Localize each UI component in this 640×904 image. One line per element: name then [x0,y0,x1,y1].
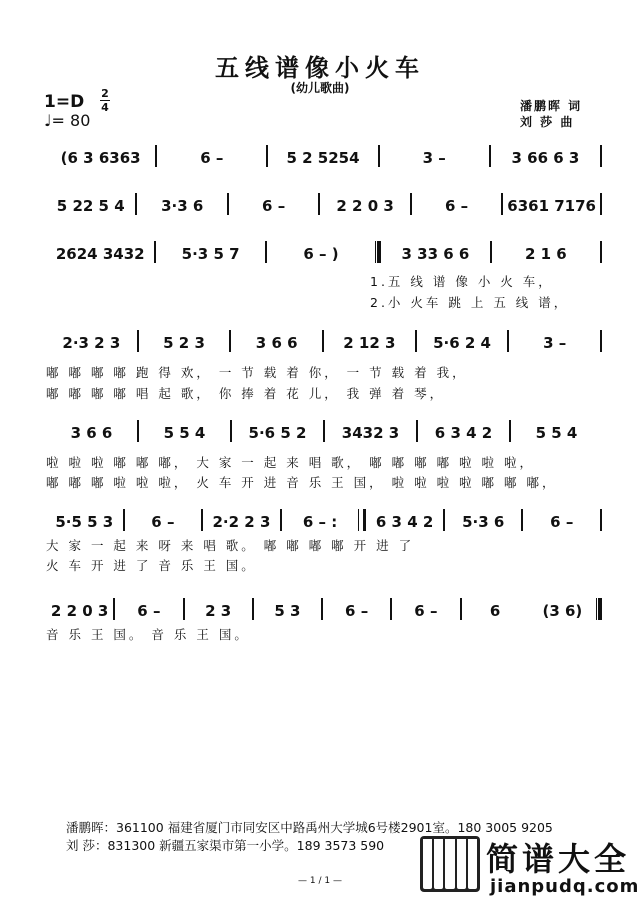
score-line-6 [46,509,602,531]
measure: 5·3 6 [462,513,505,531]
measure: 5 22 5 4 [56,197,125,215]
barline [600,145,602,167]
measure: 3 – [543,334,567,352]
watermark-name: 简谱大全 [486,840,631,878]
score-line-4 [46,330,602,352]
measure: 3 66 6 3 [511,149,580,167]
measure: 2·2 2 3 [212,513,271,531]
composer-credit: 刘 莎 曲 [520,115,575,129]
score-line-2 [46,193,602,215]
repeat-barline [358,509,366,531]
barline [600,509,602,531]
measure: 6 – ) [303,245,339,263]
measure: 3432 3 [341,424,400,442]
measure: 6 – [151,513,175,531]
measure: 2 12 3 [343,334,396,352]
piano-icon [420,836,480,892]
measure: 6 – [444,197,469,215]
lyric-line: 啦 啦 啦 嘟 嘟 嘟， 大 家 一 起 来 唱 歌， 嘟 嘟 嘟 嘟 啦 啦 啦， [46,455,535,470]
time-bottom: 4 [101,101,109,114]
measure: 5 3 [274,602,301,620]
measure: 6 – [550,513,574,531]
measure: 5·5 5 3 [55,513,114,531]
measure: 3 6 6 [70,424,113,442]
measure: 2·3 2 3 [62,334,121,352]
measure: 6 – : [302,513,338,531]
measure: 5·6 5 2 [248,424,307,442]
score-line-3 [46,241,602,263]
measure: 5·3 5 7 [181,245,240,263]
score-line-1 [46,145,602,167]
measure: 6361 7176 [507,197,596,215]
lyric-line: 嘟 嘟 嘟 嘟 唱 起 歌， 你 捧 着 花 儿， 我 弹 着 琴， [46,386,446,401]
measure: 5·6 2 4 [433,334,491,352]
measure: 6 3 4 2 [434,424,493,442]
lyric-line: 2.小 火车 跳 上 五 线 谱， [370,295,570,310]
measure: (3 6) [542,602,583,620]
score-line-5 [46,420,602,442]
watermark-logo [414,832,640,904]
barline [600,241,602,263]
measure: 6 – [262,197,286,215]
lyric-line: 1.五 线 谱 像 小 火 车， [370,274,554,289]
measure: 6 – [345,602,369,620]
barline [600,330,602,352]
song-title: 五线谱像小火车 [215,54,425,82]
score-line-7 [46,598,602,620]
barline [600,193,602,215]
measure: 2 2 0 3 [336,197,394,215]
measure: 5 5 4 [535,424,578,442]
measure: 3 6 6 [255,334,298,352]
measure: 2 1 6 [524,245,567,263]
key-signature: 1=D [44,92,85,112]
measure: 5 2 3 [163,334,205,352]
measure: (6 3 6363 [60,149,141,167]
lyric-line: 火 车 开 进 了 音 乐 王 国。 [46,558,257,573]
page-number: — 1 / 1 — [298,876,342,886]
measure: 6 – [414,602,438,620]
measure: 2 3 [205,602,232,620]
lyric-line: 嘟 嘟 嘟 啦 啦 啦， 火 车 开 进 音 乐 王 国， 啦 啦 啦 啦 嘟 嘟 嘟， [46,475,558,490]
watermark-url: jianpudq.com [490,876,640,897]
lyric-line: 音 乐 王 国。 音 乐 王 国。 [46,627,250,642]
lyricist-credit: 潘鹏晖 词 [520,99,583,113]
tempo-marking: ♩= 80 [44,111,91,130]
measure: 5 5 4 [163,424,206,442]
measure: 3 – [422,149,446,167]
measure: 6 – [137,602,161,620]
measure: 5 2 5254 [286,149,360,167]
measure: 3·3 6 [161,197,204,215]
song-subtitle: (幼儿歌曲) [290,81,350,95]
measure: 3 33 6 6 [401,245,470,263]
measure: 6 [489,602,501,620]
final-barline [596,598,602,620]
measure: 6 3 4 2 [375,513,434,531]
contact-line-1: 潘鹏晖：361100 福建省厦门市同安区中路禹州大学城6号楼2901室。180 3005 9205 [66,820,553,835]
measure: 6 – [200,149,224,167]
contact-line-2: 刘 莎：831300 新疆五家渠市第一小学。189 3573 590 [66,838,385,853]
measure: 2624 3432 [55,245,145,263]
time-top: 2 [101,87,109,100]
lyric-line: 大 家 一 起 来 呀 来 唱 歌。 嘟 嘟 嘟 嘟 开 进 了 [46,538,415,553]
time-signature [100,88,110,113]
measure: 2 2 0 3 [50,602,109,620]
lyric-line: 嘟 嘟 嘟 嘟 跑 得 欢， 一 节 载 着 你， 一 节 载 着 我， [46,365,468,380]
